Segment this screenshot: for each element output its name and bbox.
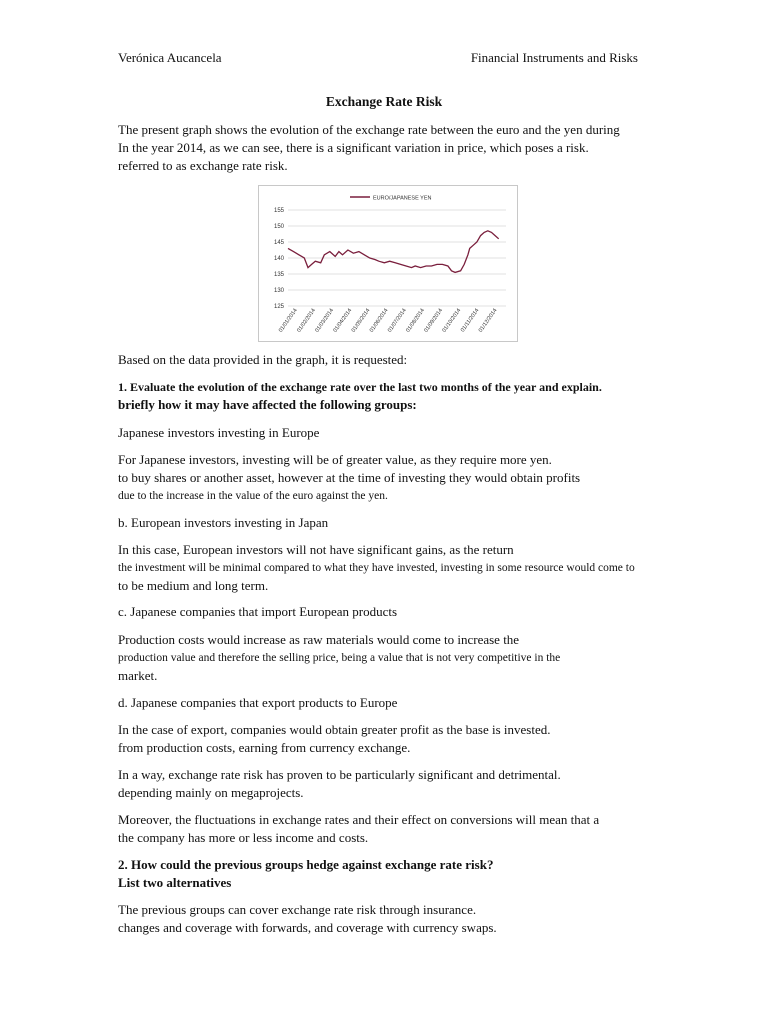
- group-d-line: In the case of export, companies would obtain greater profit as the base is invested.: [118, 722, 551, 737]
- group-c-heading: c. Japanese companies that import European products: [118, 604, 398, 619]
- group-a-paragraph: [118, 451, 698, 505]
- prompt-paragraph: [118, 351, 698, 369]
- x-tick-label: 01/03/2014: [314, 307, 336, 334]
- course-name: Financial Instruments and Risks: [470, 50, 638, 65]
- group-a-line: due to the increase in the value of the euro against the yen.: [118, 490, 388, 502]
- x-tick-label: 01/07/2014: [387, 307, 408, 334]
- question-2-line: List two alternatives: [118, 875, 232, 890]
- question-2: [118, 856, 698, 892]
- group-a-heading: Japanese investors investing in Europe: [118, 425, 320, 440]
- group-c-line: market.: [118, 668, 158, 683]
- intro-line: In the year 2014, as we can see, there is a significant variation in price, which poses a risk.: [118, 140, 589, 155]
- fluctuation-paragraph: [118, 811, 698, 847]
- x-tick-label: 01/12/2014: [477, 307, 499, 334]
- x-tick-label: 01/09/2014: [423, 307, 445, 334]
- group-c-paragraph: [118, 631, 698, 685]
- y-tick-label: 140: [273, 256, 284, 262]
- exchange-rate-chart: [258, 185, 518, 342]
- group-b-line: to be medium and long term.: [118, 578, 269, 593]
- group-b-line: In this case, European investors will not have significant gains, as the return: [118, 542, 514, 557]
- group-b-heading: b. European investors investing in Japan: [118, 515, 329, 530]
- group-a-line: to buy shares or another asset, however at the time of investing they would obtain profits: [118, 470, 581, 485]
- x-tick-label: 01/10/2014: [441, 307, 463, 334]
- group-b-paragraph: [118, 541, 698, 595]
- group-a-line: For Japanese investors, investing will be of greater value, as they require more yen.: [118, 452, 552, 467]
- x-tick-label: 01/06/2014: [368, 307, 390, 334]
- x-tick-label: 01/05/2014: [350, 307, 372, 334]
- y-tick-label: 130: [273, 288, 284, 294]
- group-b-line: the investment will be minimal compared to what they have invested, investing in some resource would come to: [118, 562, 635, 574]
- page-header: [118, 50, 638, 66]
- x-tick-label: 01/11/2014: [459, 307, 481, 334]
- group-d-heading: d. Japanese companies that export products to Europe: [118, 695, 398, 710]
- chart-svg: [258, 185, 518, 342]
- fluctuation-line: Moreover, the fluctuations in exchange rates and their effect on conversions will mean that a: [118, 812, 600, 827]
- document-title: Exchange Rate Risk: [325, 94, 443, 109]
- group-d-paragraph: [118, 721, 698, 757]
- answer-2-line: changes and coverage with forwards, and coverage with currency swaps.: [118, 920, 497, 935]
- x-tick-label: 01/01/2014: [278, 307, 299, 334]
- y-tick-label: 150: [273, 224, 284, 230]
- question-1-line: briefly how it may have affected the following groups:: [118, 397, 417, 412]
- risk-line: depending mainly on megaprojects.: [118, 785, 304, 800]
- intro-line: The present graph shows the evolution of the exchange rate between the euro and the yen during: [118, 122, 620, 137]
- intro-line: referred to as exchange rate risk.: [118, 158, 288, 173]
- chart-frame: [259, 186, 518, 342]
- question-1: [118, 378, 698, 414]
- group-c-line: production value and therefore the selling price, being a value that is not very competitive in the: [118, 652, 561, 664]
- y-tick-label: 135: [273, 272, 284, 278]
- risk-paragraph: [118, 766, 698, 802]
- author-name: Verónica Aucancela: [118, 50, 222, 65]
- y-tick-label: 125: [273, 304, 284, 310]
- intro-paragraph: [118, 121, 698, 175]
- legend-label: EURO/JAPANESE YEN: [373, 195, 432, 202]
- x-tick-label: 01/02/2014: [296, 307, 317, 334]
- group-c-line: Production costs would increase as raw materials would come to increase the: [118, 632, 520, 647]
- question-1-line: 1. Evaluate the evolution of the exchange rate over the last two months of the year and explain.: [118, 380, 602, 394]
- answer-2-paragraph: [118, 901, 698, 937]
- question-2-line: 2. How could the previous groups hedge against exchange rate risk?: [118, 857, 494, 872]
- y-tick-label: 155: [273, 208, 284, 214]
- x-tick-label: 01/08/2014: [405, 307, 426, 334]
- prompt-line: Based on the data provided in the graph, it is requested:: [118, 352, 408, 367]
- group-d-line: from production costs, earning from currency exchange.: [118, 740, 411, 755]
- answer-2-line: The previous groups can cover exchange rate risk through insurance.: [118, 902, 477, 917]
- fluctuation-line: the company has more or less income and costs.: [118, 830, 369, 845]
- risk-line: In a way, exchange rate risk has proven to be particularly significant and detrimental.: [118, 767, 561, 782]
- y-tick-label: 145: [273, 240, 284, 246]
- x-tick-label: 01/04/2014: [332, 307, 354, 334]
